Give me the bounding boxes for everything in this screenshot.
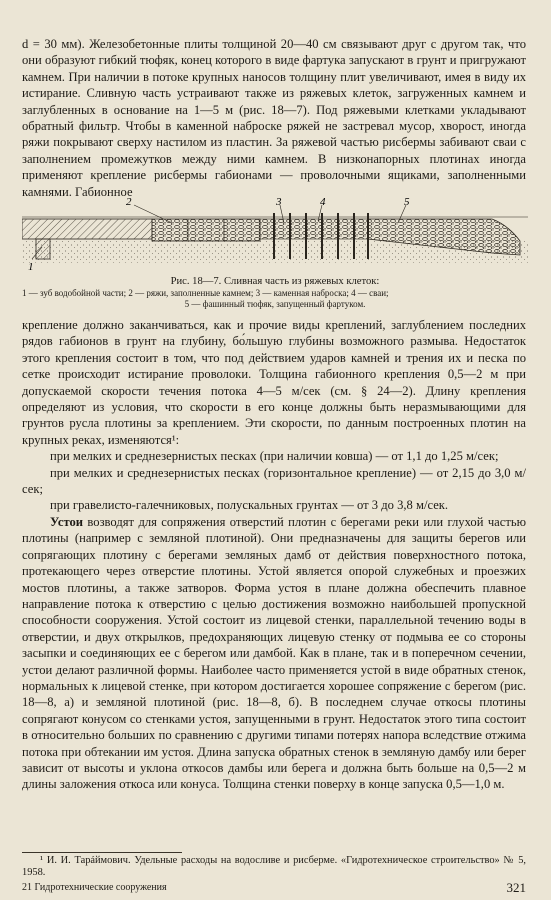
paragraph-abutments	[22, 514, 526, 793]
main-text-block	[22, 317, 526, 793]
caption-title: Рис. 18—7. Сливная часть из ряжевых клеток:	[170, 276, 380, 287]
list-item-fine-sand-bucket: при мелких и среднезернистых песках (при наличии ковша) — от 1,1 до 1,25 м/сек;	[50, 449, 499, 464]
paragraph-top: d = 30 мм). Железобетонные плиты толщиной 20—40 см связывают друг с другом так, что они образуют гибкий тюфяк, конец которого в виде фартука запускают в грунт и пригружают камнем. При наличии в потоке крупных наносов толщину плит увеличивают, имея в виду их истирание. Сливную часть устраивают также из ряжевых клеток, загруженных камнем и заглубленных в основание на 1—5 м (рис. 18—7). Под ряжевыми клетками укладывают обратный фильтр. Чтобы в каменной наброске ряжей не застревал мусор, хворост, иногда ряжи покрывают сверху настилом из пластин. За ряжевой частью рисбермы забивают сваи с заполнением промежутков между ними камнем. В низконапорных плотинах иногда применяют крепление рисбермы габионами — проволочными ящиками, заполненными камнями. Габионное	[22, 37, 526, 199]
tooth	[36, 239, 50, 259]
paragraph-gabion: крепление должно заканчиваться, как и прочие виды креплений, заглублением последних рядов габионов в грунт на глубину, бо́льшую глубины возможного размыва. Недостаток этого крепления состоит в том, что под действием ударов камней и трения их и песка по сетке происходит истирание проволоки. Толщина габионного крепления 0,5—2 м при допускаемой скорости течения потока 4—5 м/сек (см. § 24—2). Длину крепления определяют из условия, что скорости в его конце должны быть неразмывающими для грунтов русла плотины за креплением. Эти скорости, по данным построенных плотин на крупных реках, изменяются¹:	[22, 318, 526, 447]
fig-label-2: 2	[126, 196, 132, 208]
fig-label-5: 5	[404, 196, 410, 208]
caption-legend-2: 5 — фашинный тюфяк, запущенный фартуком.	[184, 299, 366, 310]
fig-label-1: 1	[28, 261, 34, 273]
signature-mark: 21 Гидротехнические сооружения	[22, 882, 167, 893]
figure-18-7	[22, 195, 528, 273]
footnote-rule	[22, 852, 182, 853]
figure-caption	[22, 276, 528, 310]
cribs-with-stone	[152, 219, 260, 241]
stone-riprap	[260, 219, 368, 239]
page-number: 321	[506, 880, 526, 895]
list-item-gravel: при гравелисто-галечниковых, полускальных грунтах — от 3 до 3,8 м/сек.	[50, 498, 449, 513]
term-abutments: Устои	[50, 514, 84, 529]
caption-legend-1: 1 — зуб водобойной части; 2 — ряжи, заполненные камнем; 3 — каменная наброска; 4 — сваи;	[22, 288, 389, 299]
apron-slab	[22, 219, 152, 239]
abutments-text: возводят для сопряжения отверстий плотин с берегами реки или глухой частью плотины (например с земляной плотиной). Они предназначены для защиты берегов или сопрягающих плотину с берегами земляных дамб от действия поверхностного потока, протекающего через отверстие плотины. Устой является опорой служебных и проезжих мостов плотины, а также затворов. Форма устоя в плане должна обеспечить плавное направление потока к отверстию с целью достижения возможно наибольшей пропускной способности сооружения. Устой состоит из лицевой стенки, параллельной течению воды в отверстии, и двух открылков, предохраняющих лицевую стенку от подмыва ее со стороны засыпки и соединяющих ее с берегом или дамбой. Как в плане, так и в поперечном сечении, устои делают различной формы. Наиболее часто применяется устой в виде обратных стенок, нормальных к лицевой стенке, при котором достигается хорошее сопряжение с берегом (рис. 18—8, а) и земляной плотиной (рис. 18—8, б). В последнем случае откосы плотины сопрягают конусом со стенками устоя, запущенными в грунт. Недостаток этого типа состоит в относительно больших по сравнению с другими типами потерях напора вследствие отжима потока при обтекании им устоя. Длина запуска обратных стенок в земляную дамбу или берег зависит от высоты и уклона откосов дамбы или берега и должна быть больше на 0,5—2 м длины заложения откоса или конуса. Толщина стенки поверху в конце запуска 0,5—1,0 м.	[22, 514, 526, 792]
fig-label-3: 3	[276, 196, 282, 208]
page-footer	[22, 880, 526, 896]
list-item-fine-sand-horizontal: при мелких и среднезернистых песках (горизонтальное крепление) — от 2,15 до 3,0 м/сек;	[22, 465, 526, 497]
top-text-block	[22, 36, 526, 200]
fig-label-4: 4	[320, 196, 326, 208]
rybbed-apron-drawing	[22, 195, 528, 273]
footnote: ¹ И. И. Тарáймович. Удельные расходы на водосливе и рисберме. «Гидротехническое строительство» № 5, 1958.	[22, 855, 526, 879]
